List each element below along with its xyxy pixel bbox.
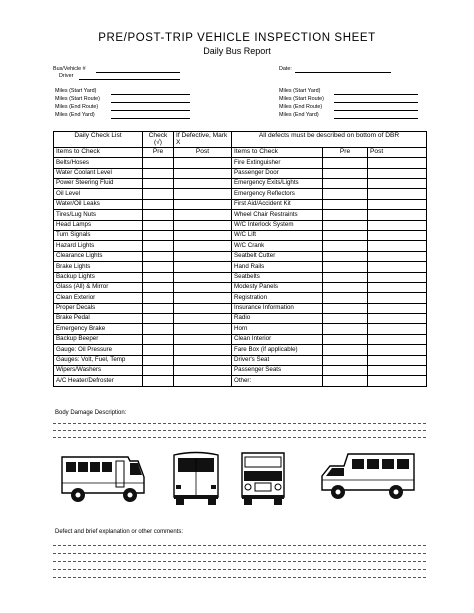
write-line[interactable] [53, 577, 426, 578]
miles-left-label: Miles (End Route) [55, 104, 99, 110]
item-label: Fare Box (if applicable) [232, 345, 323, 355]
pre-check-cell[interactable] [323, 334, 368, 344]
item-label: Clean Interior [232, 334, 323, 344]
item-label: Water Coolant Level [54, 168, 143, 178]
bus-front-diagram [236, 449, 290, 507]
item-label: Wheel Chair Restraints [232, 210, 323, 220]
post-check-cell[interactable] [368, 168, 427, 178]
post-check-cell[interactable] [368, 199, 427, 209]
item-label: Passenger Door [232, 168, 323, 178]
pre-check-cell[interactable] [323, 345, 368, 355]
miles-left-field[interactable] [111, 112, 190, 119]
item-label: Insurance Information [232, 303, 323, 313]
check-header: Check (√) [143, 132, 174, 148]
pre-check-cell[interactable] [143, 158, 174, 168]
item-label: Water/Oil Leaks [54, 199, 143, 209]
pre-check-cell[interactable] [143, 272, 174, 282]
item-label: Driver's Seat [232, 355, 323, 365]
post-check-cell[interactable] [174, 376, 232, 386]
item-label: Emergency Brake [54, 324, 143, 334]
post-check-cell[interactable] [368, 314, 427, 324]
miles-right-label: Miles (Start Yard) [279, 88, 321, 94]
pre-check-cell[interactable] [143, 376, 174, 386]
post-check-cell[interactable] [174, 324, 232, 334]
item-label: Registration [232, 293, 323, 303]
item-label: Seatbelts [232, 272, 323, 282]
post-check-cell[interactable] [368, 210, 427, 220]
post-check-cell[interactable] [174, 303, 232, 313]
item-label: Backup Beeper [54, 334, 143, 344]
table-row [54, 366, 427, 376]
item-label: W/C Crank [232, 241, 323, 251]
pre-check-cell[interactable] [323, 230, 368, 240]
bus-left-side-diagram [58, 453, 150, 505]
post-check-cell[interactable] [174, 334, 232, 344]
table-row [54, 168, 427, 178]
table-row [54, 303, 427, 313]
pre-check-cell[interactable] [323, 199, 368, 209]
item-label: Other: [232, 376, 323, 386]
table-row [54, 376, 427, 386]
item-label: Radio [232, 314, 323, 324]
item-label: First Aid/Accident Kit [232, 199, 323, 209]
table-row [54, 189, 427, 199]
pre-check-cell[interactable] [323, 355, 368, 365]
post-check-cell[interactable] [174, 272, 232, 282]
table-subheader-row [54, 147, 427, 157]
post-check-cell[interactable] [174, 262, 232, 272]
pre-check-cell[interactable] [143, 210, 174, 220]
post-check-cell[interactable] [174, 251, 232, 261]
item-label: Clearance Lights [54, 251, 143, 261]
miles-right-field[interactable] [334, 96, 418, 103]
miles-right-label: Miles (Start Route) [279, 96, 324, 102]
post-check-cell[interactable] [368, 178, 427, 188]
item-label: Modesty Panels [232, 282, 323, 292]
body-damage-label: Body Damage Description: [55, 410, 127, 416]
table-row [54, 272, 427, 282]
item-label: W/C Lift [232, 230, 323, 240]
page-title: PRE/POST-TRIP VEHICLE INSPECTION SHEET [98, 32, 376, 44]
pre-check-cell[interactable] [323, 314, 368, 324]
table-row [54, 230, 427, 240]
write-line[interactable] [53, 437, 426, 438]
pre-check-cell[interactable] [323, 272, 368, 282]
pre-check-cell[interactable] [323, 220, 368, 230]
items-header: Items to Check [54, 147, 143, 157]
table-row [54, 334, 427, 344]
table-row [54, 262, 427, 272]
write-line[interactable] [53, 561, 426, 562]
post-check-cell[interactable] [174, 241, 232, 251]
pre-check-cell[interactable] [143, 262, 174, 272]
table-header-row [54, 132, 427, 148]
date-label: Date: [279, 66, 292, 72]
miles-right-label: Miles (End Route) [279, 104, 323, 110]
pre-check-cell[interactable] [323, 262, 368, 272]
post-check-cell[interactable] [174, 345, 232, 355]
item-label: Belts/Hoses [54, 158, 143, 168]
pre-check-cell[interactable] [143, 241, 174, 251]
pre-check-cell[interactable] [323, 158, 368, 168]
miles-left-field[interactable] [111, 104, 190, 111]
pre-check-cell[interactable] [143, 324, 174, 334]
item-label: Wipers/Washers [54, 366, 143, 376]
post-check-cell[interactable] [368, 366, 427, 376]
item-label: Seatbelt Cutter [232, 251, 323, 261]
pre-check-cell[interactable] [143, 199, 174, 209]
pre-check-cell[interactable] [323, 241, 368, 251]
post-check-cell[interactable] [174, 220, 232, 230]
item-label: Glass (All) & Mirror [54, 282, 143, 292]
post-check-cell[interactable] [174, 314, 232, 324]
pre-check-cell[interactable] [143, 334, 174, 344]
driver-label: Driver [59, 73, 74, 79]
pre-check-cell[interactable] [323, 178, 368, 188]
post-check-cell[interactable] [368, 220, 427, 230]
pre-header: Pre [323, 147, 368, 157]
pre-check-cell[interactable] [323, 293, 368, 303]
miles-left-field[interactable] [111, 88, 190, 95]
post-check-cell[interactable] [174, 189, 232, 199]
pre-check-cell[interactable] [143, 230, 174, 240]
pre-check-cell[interactable] [143, 293, 174, 303]
miles-left-label: Miles (End Yard) [55, 112, 95, 118]
pre-check-cell[interactable] [323, 189, 368, 199]
defective-header: If Defective, Mark X [174, 132, 232, 148]
checklist-header: Daily Check List [54, 132, 143, 148]
pre-check-cell[interactable] [143, 282, 174, 292]
table-row [54, 158, 427, 168]
table-row [54, 345, 427, 355]
pre-check-cell[interactable] [323, 168, 368, 178]
post-header: Post [368, 147, 427, 157]
pre-check-cell[interactable] [143, 251, 174, 261]
post-check-cell[interactable] [174, 293, 232, 303]
post-check-cell[interactable] [368, 262, 427, 272]
comments-label: Defect and brief explanation or other comments: [55, 529, 184, 535]
post-check-cell[interactable] [368, 324, 427, 334]
post-check-cell[interactable] [174, 199, 232, 209]
bus-right-side-diagram [318, 450, 418, 506]
table-row [54, 293, 427, 303]
pre-check-cell[interactable] [323, 376, 368, 386]
post-check-cell[interactable] [368, 345, 427, 355]
pre-check-cell[interactable] [323, 251, 368, 261]
pre-check-cell[interactable] [143, 366, 174, 376]
post-check-cell[interactable] [174, 355, 232, 365]
post-check-cell[interactable] [174, 282, 232, 292]
post-check-cell[interactable] [368, 158, 427, 168]
pre-check-cell[interactable] [323, 282, 368, 292]
item-label: Clean Exterior [54, 293, 143, 303]
driver-field[interactable] [79, 73, 180, 80]
item-label: Proper Decals [54, 303, 143, 313]
item-label: Backup Lights [54, 272, 143, 282]
item-label: Gauge: Oil Pressure [54, 345, 143, 355]
bus-label: Bus/Vehicle # [53, 66, 86, 72]
bus-number-field[interactable] [96, 66, 180, 73]
item-label: Turn Signals [54, 230, 143, 240]
pre-check-cell[interactable] [143, 189, 174, 199]
table-row [54, 199, 427, 209]
post-check-cell[interactable] [174, 178, 232, 188]
pre-header: Pre [143, 147, 174, 157]
table-row [54, 282, 427, 292]
post-check-cell[interactable] [368, 189, 427, 199]
item-label: Emergency Exits/Lights [232, 178, 323, 188]
post-check-cell[interactable] [368, 355, 427, 365]
bus-rear-diagram [170, 449, 222, 507]
post-check-cell[interactable] [368, 303, 427, 313]
item-label: Hazard Lights [54, 241, 143, 251]
post-check-cell[interactable] [174, 158, 232, 168]
post-header: Post [174, 147, 232, 157]
write-line[interactable] [53, 423, 426, 424]
page-subtitle: Daily Bus Report [203, 46, 271, 56]
post-check-cell[interactable] [174, 366, 232, 376]
pre-check-cell[interactable] [323, 324, 368, 334]
miles-right-label: Miles (End Yard) [279, 112, 319, 118]
post-check-cell[interactable] [368, 272, 427, 282]
pre-check-cell[interactable] [323, 303, 368, 313]
defects-note: All defects must be described on bottom of DBR [232, 132, 427, 148]
item-label: W/C Interlock System [232, 220, 323, 230]
item-label: Passenger Seats [232, 366, 323, 376]
pre-check-cell[interactable] [143, 345, 174, 355]
table-row [54, 324, 427, 334]
item-label: Head Lamps [54, 220, 143, 230]
item-label: A/C Heater/Defroster [54, 376, 143, 386]
item-label: Brake Lights [54, 262, 143, 272]
miles-right-field[interactable] [334, 104, 418, 111]
date-field[interactable] [295, 66, 391, 73]
post-check-cell[interactable] [368, 241, 427, 251]
pre-check-cell[interactable] [143, 303, 174, 313]
item-label: Horn [232, 324, 323, 334]
table-row [54, 210, 427, 220]
post-check-cell[interactable] [368, 293, 427, 303]
item-label: Hand Rails [232, 262, 323, 272]
pre-check-cell[interactable] [323, 366, 368, 376]
pre-check-cell[interactable] [143, 314, 174, 324]
item-label: Fire Extinguisher [232, 158, 323, 168]
pre-check-cell[interactable] [323, 210, 368, 220]
pre-check-cell[interactable] [143, 220, 174, 230]
write-line[interactable] [53, 569, 426, 570]
item-label: Brake Pedal [54, 314, 143, 324]
item-label: Gauges: Volt, Fuel, Temp [54, 355, 143, 365]
post-check-cell[interactable] [174, 168, 232, 178]
miles-left-field[interactable] [111, 96, 190, 103]
post-check-cell[interactable] [368, 251, 427, 261]
write-line[interactable] [53, 545, 426, 546]
miles-left-label: Miles (Start Yard) [55, 88, 97, 94]
miles-right-field[interactable] [334, 112, 418, 119]
items-header: Items to Check [232, 147, 323, 157]
miles-right-field[interactable] [334, 88, 418, 95]
item-label: Emergency Reflectors [232, 189, 323, 199]
post-check-cell[interactable] [174, 210, 232, 220]
pre-check-cell[interactable] [143, 168, 174, 178]
post-check-cell[interactable] [368, 376, 427, 386]
item-label: Power Steering Fluid [54, 178, 143, 188]
pre-check-cell[interactable] [143, 178, 174, 188]
table-row [54, 251, 427, 261]
post-check-cell[interactable] [368, 334, 427, 344]
pre-check-cell[interactable] [143, 355, 174, 365]
post-check-cell[interactable] [368, 230, 427, 240]
write-line[interactable] [53, 430, 426, 431]
table-row [54, 178, 427, 188]
inspection-table [53, 131, 427, 387]
table-row [54, 355, 427, 365]
write-line[interactable] [53, 553, 426, 554]
post-check-cell[interactable] [174, 230, 232, 240]
miles-left-label: Miles (Start Route) [55, 96, 100, 102]
table-row [54, 241, 427, 251]
post-check-cell[interactable] [368, 282, 427, 292]
item-label: Tires/Lug Nuts [54, 210, 143, 220]
item-label: Oil Level [54, 189, 143, 199]
table-row [54, 220, 427, 230]
table-row [54, 314, 427, 324]
